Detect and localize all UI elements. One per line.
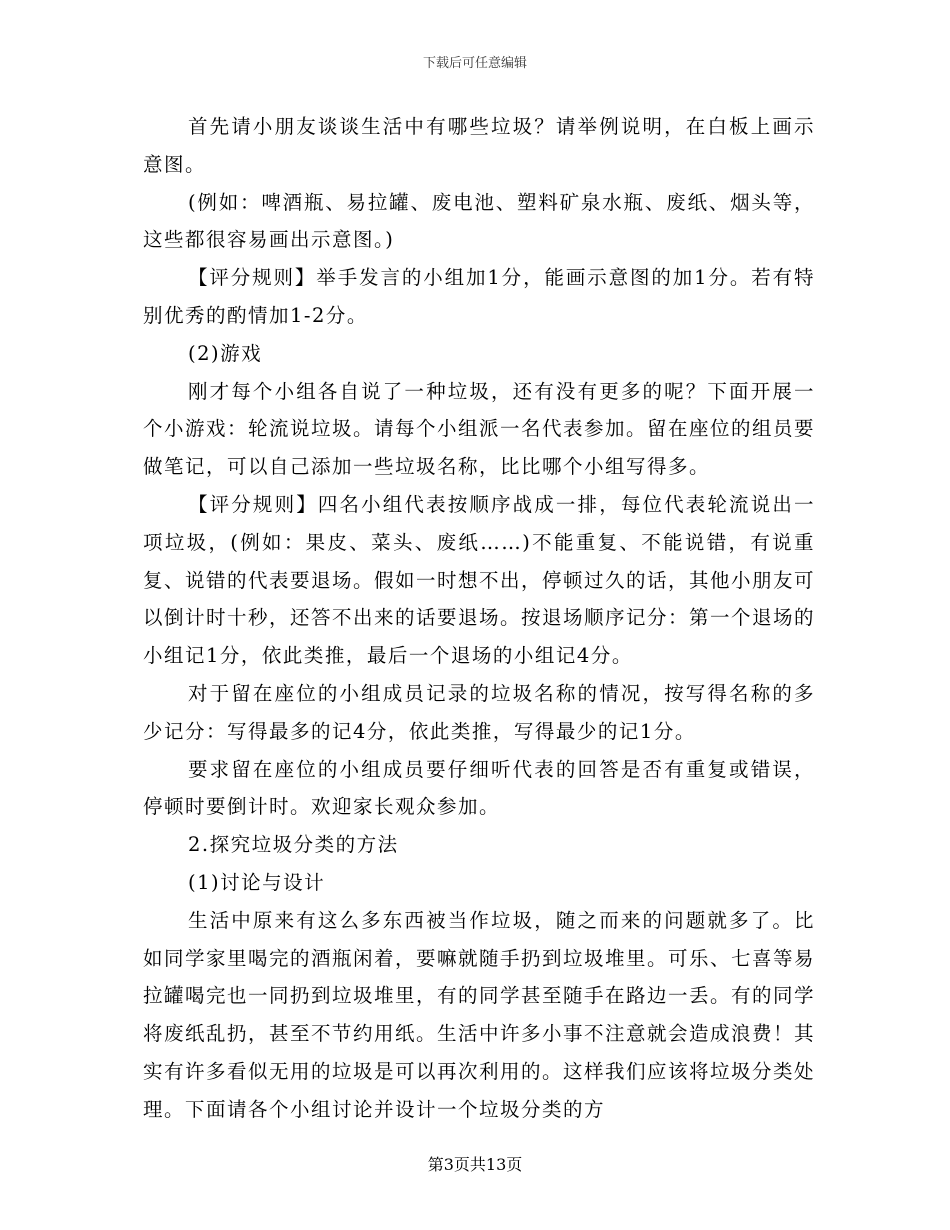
paragraph-6: 【评分规则】四名小组代表按顺序战成一排，每位代表轮流说出一项垃圾，(例如：果皮、菜头、废纸……)不能重复、不能说错，有说重复、说错的代表要退场。假如一时想不出，停顿过久的话，其他小朋友可以倒计时十秒，还答不出来的话要退场。按退场顺序记分：第一个退场的小组记1分，依此类推，最后一个退场的小组记4分。 bbox=[143, 492, 816, 668]
paragraph-11: 生活中原来有这么多东西被当作垃圾，随之而来的问题就多了。比如同学家里喝完的酒瓶闲着，要嘛就随手扔到垃圾堆里。可乐、七喜等易拉罐喝完也一同扔到垃圾堆里，有的同学甚至随手在路边一丢。有的同学将废纸乱扔，甚至不节约用纸。生活中许多小事不注意就会造成浪费！其实有许多看似无用的垃圾是可以再次利用的。这样我们应该将垃圾分类处理。下面请各个小组讨论并设计一个垃圾分类的方 bbox=[143, 908, 816, 1121]
paragraph-10-heading: (1)讨论与设计 bbox=[188, 870, 326, 894]
paragraph-4-heading: (2)游戏 bbox=[188, 341, 263, 365]
page-content bbox=[143, 108, 815, 1129]
paragraph-5: 刚才每个小组各自说了一种垃圾，还有没有更多的呢？下面开展一个小游戏：轮流说垃圾。请每个小组派一名代表参加。留在座位的组员要做笔记，可以自己添加一些垃圾名称，比比哪个小组写得多。 bbox=[143, 379, 816, 479]
paragraph-1: 首先请小朋友谈谈生活中有哪些垃圾？请举例说明，在白板上画示意图。 bbox=[143, 115, 815, 176]
paragraph-7: 对于留在座位的小组成员记录的垃圾名称的情况，按写得名称的多少记分：写得最多的记4分，依此类推，写得最少的记1分。 bbox=[143, 681, 815, 743]
paragraph-2: (例如：啤酒瓶、易拉罐、废电池、塑料矿泉水瓶、废纸、烟头等，这些都很容易画出示意图。) bbox=[143, 190, 815, 252]
page-footer: 第3页共13页 bbox=[427, 1155, 523, 1174]
page-header: 下载后可任意编辑 bbox=[422, 56, 527, 71]
paragraph-9-heading: 2.探究垃圾分类的方法 bbox=[188, 833, 399, 857]
paragraph-8: 要求留在座位的小组成员要仔细听代表的回答是否有重复或错误，停顿时要倒计时。欢迎家长观众参加。 bbox=[143, 757, 815, 819]
paragraph-3: 【评分规则】举手发言的小组加1分，能画示意图的加1分。若有特别优秀的酌情加1-2分。 bbox=[143, 266, 815, 327]
